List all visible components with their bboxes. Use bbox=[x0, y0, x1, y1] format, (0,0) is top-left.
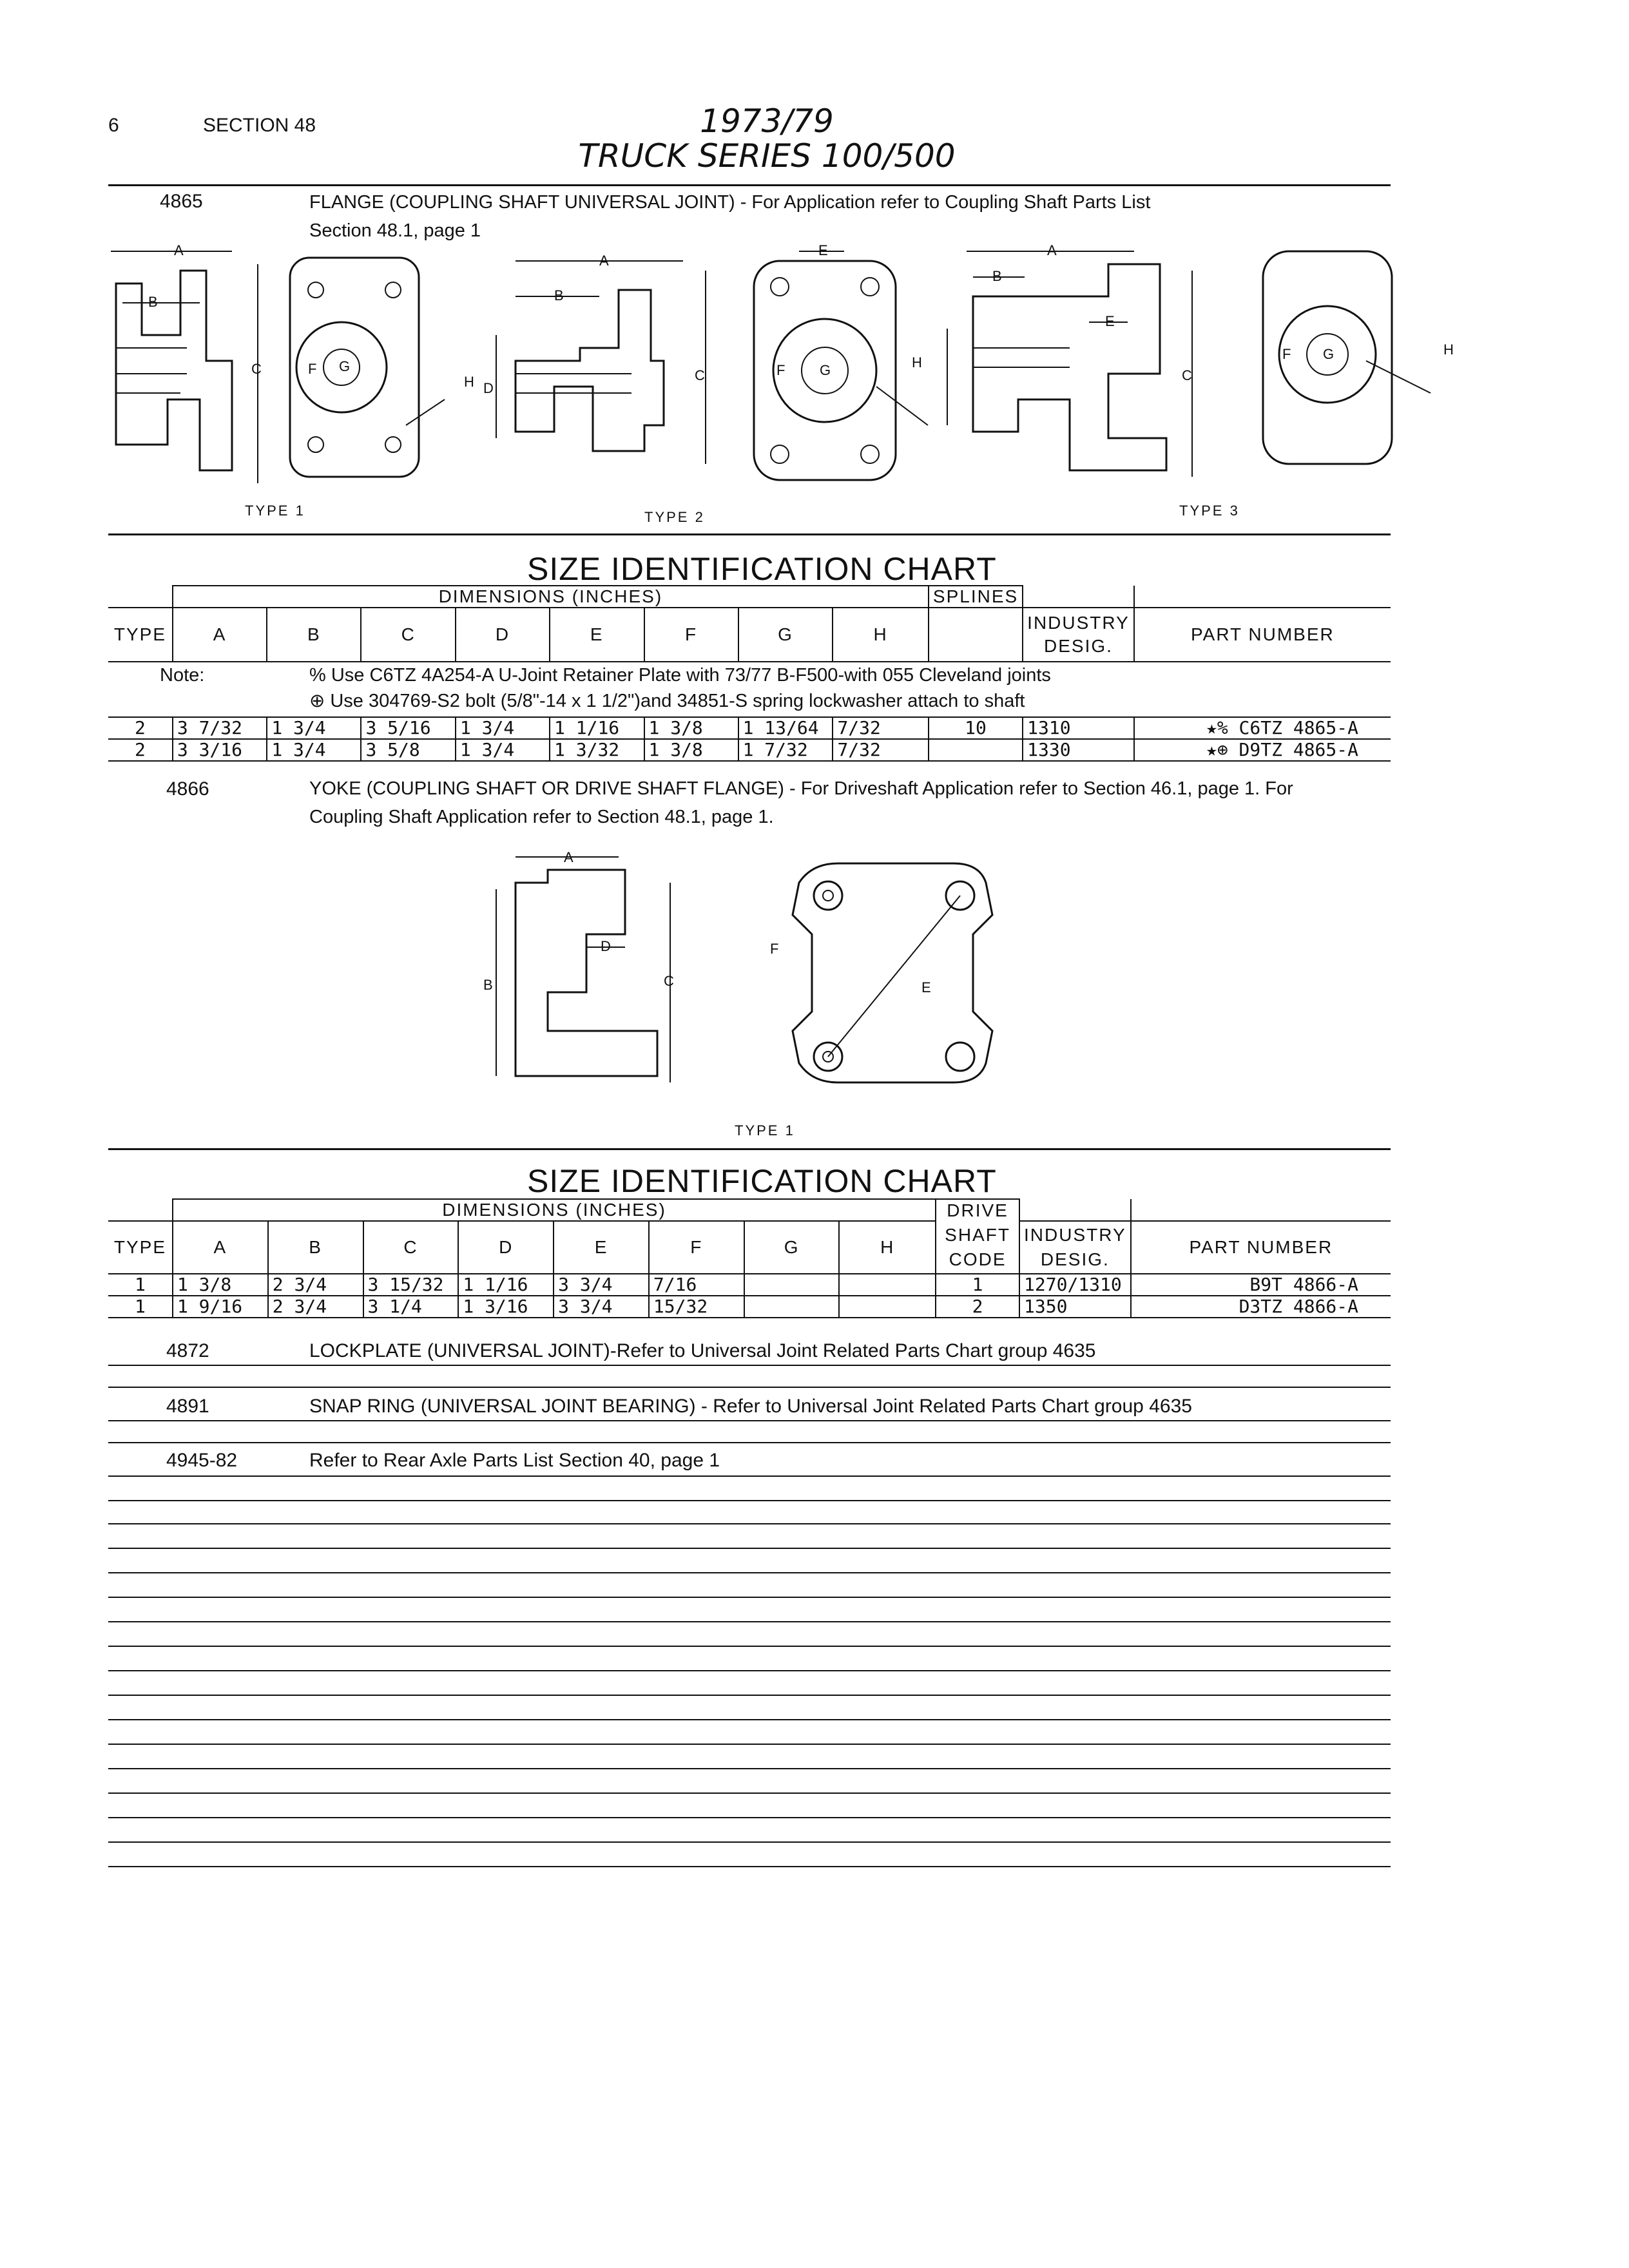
ruled-line bbox=[108, 1695, 1391, 1696]
row2-industry: 1330 bbox=[1023, 739, 1134, 761]
ruled-line bbox=[108, 1744, 1391, 1745]
dim-h-header: H bbox=[833, 608, 928, 662]
yoke-diagram-bottom-rule bbox=[108, 1148, 1391, 1150]
svg-text:F: F bbox=[1282, 346, 1291, 362]
dim-f-header: F bbox=[644, 608, 738, 662]
row2-c: 3 5/8 bbox=[361, 739, 455, 761]
note-label: Note: bbox=[160, 665, 205, 686]
dim-f-header: F bbox=[649, 1221, 744, 1274]
ruled-line bbox=[108, 1548, 1391, 1549]
dim-g-header: G bbox=[738, 608, 833, 662]
svg-text:C: C bbox=[251, 361, 262, 377]
svg-text:B: B bbox=[148, 294, 158, 310]
yoke-row2-type: 1 bbox=[108, 1296, 173, 1318]
industry-header bbox=[1019, 1221, 1131, 1274]
ruled-line bbox=[108, 1365, 1391, 1366]
yoke-diagrams bbox=[477, 844, 1057, 1115]
ruled-line bbox=[108, 1841, 1391, 1843]
flange-type1-label: TYPE 1 bbox=[245, 503, 305, 519]
row2-g: 1 7/32 bbox=[738, 739, 833, 761]
svg-text:D: D bbox=[601, 938, 611, 954]
industry-header-line2: DESIG. bbox=[1044, 636, 1113, 656]
industry-header-line1: INDUSTRY bbox=[1027, 613, 1130, 633]
chart-note-row bbox=[108, 662, 1391, 717]
ruled-line bbox=[108, 1817, 1391, 1818]
svg-text:C: C bbox=[695, 367, 705, 383]
chart-header-row-2 bbox=[108, 1221, 1391, 1274]
row2-splines bbox=[929, 739, 1023, 761]
dims-header: DIMENSIONS (INCHES) bbox=[173, 1199, 936, 1221]
yoke-row2-part: D3TZ 4866-A bbox=[1131, 1296, 1391, 1318]
svg-text:G: G bbox=[1323, 346, 1335, 362]
yoke-row1-f: 7/16 bbox=[649, 1274, 744, 1296]
table-row bbox=[108, 1274, 1391, 1296]
svg-text:G: G bbox=[339, 358, 351, 374]
series-title: TRUCK SERIES 100/500 bbox=[578, 137, 956, 175]
diagram-bottom-rule bbox=[108, 533, 1391, 535]
svg-text:A: A bbox=[564, 849, 574, 865]
ruled-line bbox=[108, 1866, 1391, 1867]
ruled-line bbox=[108, 1768, 1391, 1769]
yoke-type1-label: TYPE 1 bbox=[735, 1122, 795, 1139]
yoke-row1-industry: 1270/1310 bbox=[1019, 1274, 1131, 1296]
row1-type: 2 bbox=[108, 717, 173, 739]
dim-a-header: A bbox=[173, 608, 267, 662]
row1-d: 1 3/4 bbox=[456, 717, 550, 739]
yoke-row2-a: 1 9/16 bbox=[173, 1296, 268, 1318]
dim-e-header: E bbox=[554, 1221, 649, 1274]
yoke-side-view bbox=[483, 849, 674, 1082]
row1-splines: 10 bbox=[929, 717, 1023, 739]
row2-b: 1 3/4 bbox=[267, 739, 361, 761]
size-chart-4866 bbox=[108, 1198, 1391, 1318]
dim-c-header: C bbox=[363, 1221, 459, 1274]
part-number-header: PART NUMBER bbox=[1134, 608, 1391, 662]
part-number-4945-82: 4945-82 bbox=[166, 1450, 238, 1471]
note-line-1: % Use C6TZ 4A254-A U-Joint Retainer Plate with 73/77 B-F500-with 055 Cleveland joints bbox=[309, 665, 1051, 686]
section-label: SECTION 48 bbox=[203, 115, 316, 136]
chart-header-row-2 bbox=[108, 608, 1391, 662]
yoke-row2-f: 15/32 bbox=[649, 1296, 744, 1318]
yoke-front-view bbox=[770, 863, 992, 1082]
svg-text:D: D bbox=[483, 380, 494, 396]
dims-header: DIMENSIONS (INCHES) bbox=[173, 586, 929, 608]
yoke-row2-industry: 1350 bbox=[1019, 1296, 1131, 1318]
dim-c-header: C bbox=[361, 608, 455, 662]
part-description-4891: SNAP RING (UNIVERSAL JOINT BEARING) - Refer to Universal Joint Related Parts Chart group 4635 bbox=[309, 1396, 1192, 1417]
dim-b-header: B bbox=[267, 608, 361, 662]
dim-d-header: D bbox=[458, 1221, 554, 1274]
svg-text:G: G bbox=[820, 362, 831, 378]
dim-h-header: H bbox=[839, 1221, 936, 1274]
row1-g: 1 13/64 bbox=[738, 717, 833, 739]
flange-diagrams bbox=[103, 232, 1456, 535]
industry-header-line1: INDUSTRY bbox=[1024, 1225, 1126, 1245]
row2-a: 3 3/16 bbox=[173, 739, 267, 761]
svg-text:F: F bbox=[776, 362, 786, 378]
svg-text:F: F bbox=[308, 361, 317, 377]
flange-type3-label: TYPE 3 bbox=[1179, 503, 1240, 519]
row1-industry: 1310 bbox=[1023, 717, 1134, 739]
yoke-row1-a: 1 3/8 bbox=[173, 1274, 268, 1296]
row1-c: 3 5/16 bbox=[361, 717, 455, 739]
ruled-line bbox=[108, 1387, 1391, 1388]
yoke-row1-d: 1 1/16 bbox=[458, 1274, 554, 1296]
row2-f: 1 3/8 bbox=[644, 739, 738, 761]
part-number-4865: 4865 bbox=[160, 191, 203, 212]
table-row bbox=[108, 1296, 1391, 1318]
row1-f: 1 3/8 bbox=[644, 717, 738, 739]
flange-type2-front bbox=[754, 242, 928, 480]
svg-text:A: A bbox=[1047, 242, 1057, 258]
flange-type1-front bbox=[290, 258, 474, 477]
chart-header-row-1 bbox=[108, 586, 1391, 608]
part-number-4866: 4866 bbox=[166, 778, 209, 800]
part-number-header: PART NUMBER bbox=[1131, 1221, 1391, 1274]
ruled-line bbox=[108, 1670, 1391, 1671]
yoke-row1-drive: 1 bbox=[936, 1274, 1019, 1296]
row2-part: ★⊕ D9TZ 4865-A bbox=[1134, 739, 1391, 761]
splines-header: SPLINES bbox=[929, 586, 1023, 608]
flange-type2-label: TYPE 2 bbox=[644, 509, 705, 525]
part-number-4891: 4891 bbox=[166, 1396, 209, 1417]
drive-shaft-code-header bbox=[936, 1221, 1019, 1274]
dim-e-header: E bbox=[550, 608, 644, 662]
yoke-row1-part: B9T 4866-A bbox=[1131, 1274, 1391, 1296]
size-chart-4865 bbox=[108, 585, 1391, 762]
part-description-4865: FLANGE (COUPLING SHAFT UNIVERSAL JOINT) - For Application refer to Coupling Shaft Parts List Section 48.1, page 1 bbox=[309, 192, 1151, 241]
flange-type2-side bbox=[483, 253, 706, 464]
ruled-line bbox=[108, 1719, 1391, 1720]
ruled-line bbox=[108, 1621, 1391, 1622]
row1-b: 1 3/4 bbox=[267, 717, 361, 739]
svg-text:C: C bbox=[664, 973, 674, 989]
yoke-row2-e: 3 3/4 bbox=[554, 1296, 649, 1318]
svg-text:B: B bbox=[992, 268, 1002, 284]
dim-a-header: A bbox=[173, 1221, 268, 1274]
industry-header bbox=[1023, 608, 1134, 662]
row1-a: 3 7/32 bbox=[173, 717, 267, 739]
row2-h: 7/32 bbox=[833, 739, 928, 761]
chart-header-row-1 bbox=[108, 1199, 1391, 1221]
dim-a-label: A bbox=[174, 242, 184, 258]
ruled-line bbox=[108, 1646, 1391, 1647]
yoke-row1-h bbox=[839, 1274, 936, 1296]
yoke-row1-b: 2 3/4 bbox=[268, 1274, 363, 1296]
flange-type3-front bbox=[1263, 251, 1454, 464]
row1-e: 1 1/16 bbox=[550, 717, 644, 739]
part-description-4945-82: Refer to Rear Axle Parts List Section 40, page 1 bbox=[309, 1450, 720, 1471]
row2-d: 1 3/4 bbox=[456, 739, 550, 761]
svg-text:E: E bbox=[1105, 313, 1115, 329]
yoke-row1-e: 3 3/4 bbox=[554, 1274, 649, 1296]
size-chart-title-4865: SIZE IDENTIFICATION CHART bbox=[527, 551, 997, 587]
drive-header-line3: CODE bbox=[949, 1249, 1007, 1269]
yoke-row2-d: 1 3/16 bbox=[458, 1296, 554, 1318]
drive-header-line1: DRIVE bbox=[936, 1199, 1019, 1221]
row1-part: ★% C6TZ 4865-A bbox=[1134, 717, 1391, 739]
part-description-4866: YOKE (COUPLING SHAFT OR DRIVE SHAFT FLANGE) - For Driveshaft Application refer to Section 46.1, page 1. For Coupling Shaft Application refer to Section 48.1, page 1. bbox=[309, 778, 1293, 827]
drive-header-line2: SHAFT bbox=[945, 1224, 1010, 1245]
svg-text:A: A bbox=[599, 253, 609, 269]
type-header: TYPE bbox=[108, 1221, 173, 1274]
svg-text:E: E bbox=[818, 242, 828, 258]
yoke-row2-b: 2 3/4 bbox=[268, 1296, 363, 1318]
table-row bbox=[108, 717, 1391, 739]
ruled-line bbox=[108, 1420, 1391, 1421]
ruled-line bbox=[108, 1475, 1391, 1477]
dim-g-header: G bbox=[744, 1221, 840, 1274]
industry-header-line2: DESIG. bbox=[1040, 1249, 1110, 1269]
svg-text:H: H bbox=[912, 354, 922, 370]
dim-b-header: B bbox=[268, 1221, 363, 1274]
size-chart-title-4866: SIZE IDENTIFICATION CHART bbox=[527, 1163, 997, 1199]
row2-e: 1 3/32 bbox=[550, 739, 644, 761]
page-number: 6 bbox=[108, 115, 119, 136]
yoke-row2-drive: 2 bbox=[936, 1296, 1019, 1318]
svg-text:H: H bbox=[464, 374, 474, 390]
ruled-line bbox=[108, 1523, 1391, 1524]
part-number-4872: 4872 bbox=[166, 1340, 209, 1361]
ruled-line bbox=[108, 1792, 1391, 1794]
svg-text:C: C bbox=[1182, 367, 1192, 383]
svg-text:E: E bbox=[921, 979, 931, 995]
yoke-row2-h bbox=[839, 1296, 936, 1318]
part-description-4872: LOCKPLATE (UNIVERSAL JOINT)-Refer to Universal Joint Related Parts Chart group 4635 bbox=[309, 1340, 1096, 1361]
flange-type1-side bbox=[111, 242, 262, 483]
row1-h: 7/32 bbox=[833, 717, 928, 739]
yoke-row1-type: 1 bbox=[108, 1274, 173, 1296]
years-title: 1973/79 bbox=[700, 102, 834, 140]
yoke-row1-g bbox=[744, 1274, 840, 1296]
svg-text:B: B bbox=[554, 287, 564, 303]
svg-text:B: B bbox=[483, 977, 493, 993]
ruled-line bbox=[108, 1500, 1391, 1501]
yoke-row2-c: 3 1/4 bbox=[363, 1296, 459, 1318]
svg-text:F: F bbox=[770, 941, 779, 957]
svg-text:H: H bbox=[1443, 341, 1454, 358]
note-line-2: ⊕ Use 304769-S2 bolt (5/8"-14 x 1 1/2")and 34851-S spring lockwasher attach to shaft bbox=[309, 691, 1025, 711]
ruled-line bbox=[108, 1597, 1391, 1598]
row2-type: 2 bbox=[108, 739, 173, 761]
type-header: TYPE bbox=[108, 608, 173, 662]
dim-d-header: D bbox=[456, 608, 550, 662]
ruled-line bbox=[108, 1442, 1391, 1443]
ruled-line bbox=[108, 1572, 1391, 1573]
header-rule bbox=[108, 184, 1391, 186]
table-row bbox=[108, 739, 1391, 761]
yoke-row1-c: 3 15/32 bbox=[363, 1274, 459, 1296]
yoke-row2-g bbox=[744, 1296, 840, 1318]
flange-type3-side bbox=[947, 242, 1192, 477]
